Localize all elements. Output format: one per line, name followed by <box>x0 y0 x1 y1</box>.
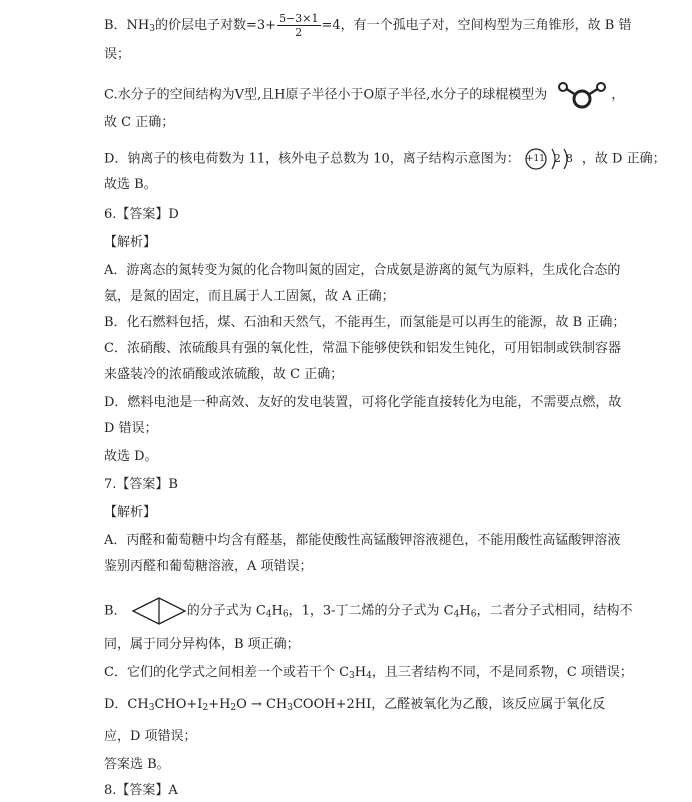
q7-option-b-cont: 同，属于同分异构体，B 项正确； <box>104 637 300 652</box>
nh3-line-cont: 误； <box>104 47 131 62</box>
q6-answer: 6.【答案】D <box>104 207 179 222</box>
q6-line: C．浓硝酸、浓硫酸具有强的氧化性，常温下能够使铁和铝发生钝化，可用铝制或铁制容器 <box>104 341 621 356</box>
water-ball-stick-model <box>555 80 607 110</box>
water-line: C.水分子的空间结构为V型,且H原子半径小于O原子半径,水分子的球棍模型为 ， <box>104 80 624 110</box>
water-line-cont: 故 C 正确； <box>104 115 175 130</box>
hydrogen-atom-right <box>597 83 605 91</box>
q6-analysis-heading: 【解析】 <box>104 235 157 250</box>
shell-2-count: 8 <box>565 152 573 165</box>
bicyclobutane-structure <box>131 596 187 626</box>
answer5-conclusion: 故选 B。 <box>104 177 157 192</box>
q6-line: A．游离态的氮转变为氮的化合物叫氮的固定，合成氨是游离的氮气为原料，生成化合态的 <box>104 263 621 278</box>
q7-answer: 7.【答案】B <box>104 477 178 492</box>
q7-option-a-cont: 鉴别丙醛和葡萄糖溶液，A 项错误； <box>104 559 313 574</box>
q7-option-d: D．$CH_3CHO+I_2+H_2O$ → $CH_3COOH+2HI$，乙醛被氧化为乙酸，该反应属于氧化反 <box>104 697 606 713</box>
q7-option-a: A．丙醛和葡萄糖中均含有醛基，都能使酸性高锰酸钾溶液褪色，不能用酸性高锰酸钾溶液 <box>104 533 621 548</box>
fraction: $\frac{5-3\times 1}{2}$ <box>279 12 319 39</box>
q7-conclusion: 答案选 B。 <box>104 757 170 772</box>
q6-line: B．化石燃料包括，煤、石油和天然气，不能再生，而氢能是可以再生的能源，故 B 正确； <box>104 315 626 330</box>
nh3-line: B．$NH_3$的价层电子对数=3+ $\frac{5-3\times 1}{2}$ =4，有一个孤电子对，空间构型为三角锥形，故 B 错 <box>104 12 632 39</box>
q6-line: D 错误； <box>104 421 158 436</box>
q6-conclusion: 故选 D。 <box>104 449 158 464</box>
shell-1-count: 2 <box>553 152 561 165</box>
q7-option-d-cont: 应，D 项错误； <box>104 729 197 744</box>
q7-option-b: B． 的分子式为 $C_4H_6$，1，3-丁二烯的分子式为 $C_4H_6$，二者分子式相同，结构不 <box>104 596 632 626</box>
q6-line: 氨，是氮的固定，而且属于人工固氮，故 A 正确； <box>104 289 395 304</box>
q7-analysis-heading: 【解析】 <box>104 505 157 520</box>
q7-option-c: C．它们的化学式之间相差一个或若干个 $C_3H_4$，且三者结构不同，不是同系物，C 项错误； <box>104 665 633 681</box>
nucleus-charge: +11 <box>525 154 545 164</box>
oxygen-atom <box>574 91 590 107</box>
q8-answer: 8.【答案】A <box>104 783 178 798</box>
hydrogen-atom-left <box>559 83 567 91</box>
q6-line: 来盛装冷的浓硝酸或浓硫酸，故 C 正确； <box>104 367 344 382</box>
q6-line: D．燃料电池是一种高效、友好的发电装置，可将化学能直接转化为电能，不需要点燃，故 <box>104 395 622 410</box>
sodium-line: D．钠离子的核电荷数为 11，核外电子总数为 10，离子结构示意图为： +11 2 8 ，故 D 正确； <box>104 146 666 172</box>
sodium-ion-structure-diagram <box>524 146 582 172</box>
